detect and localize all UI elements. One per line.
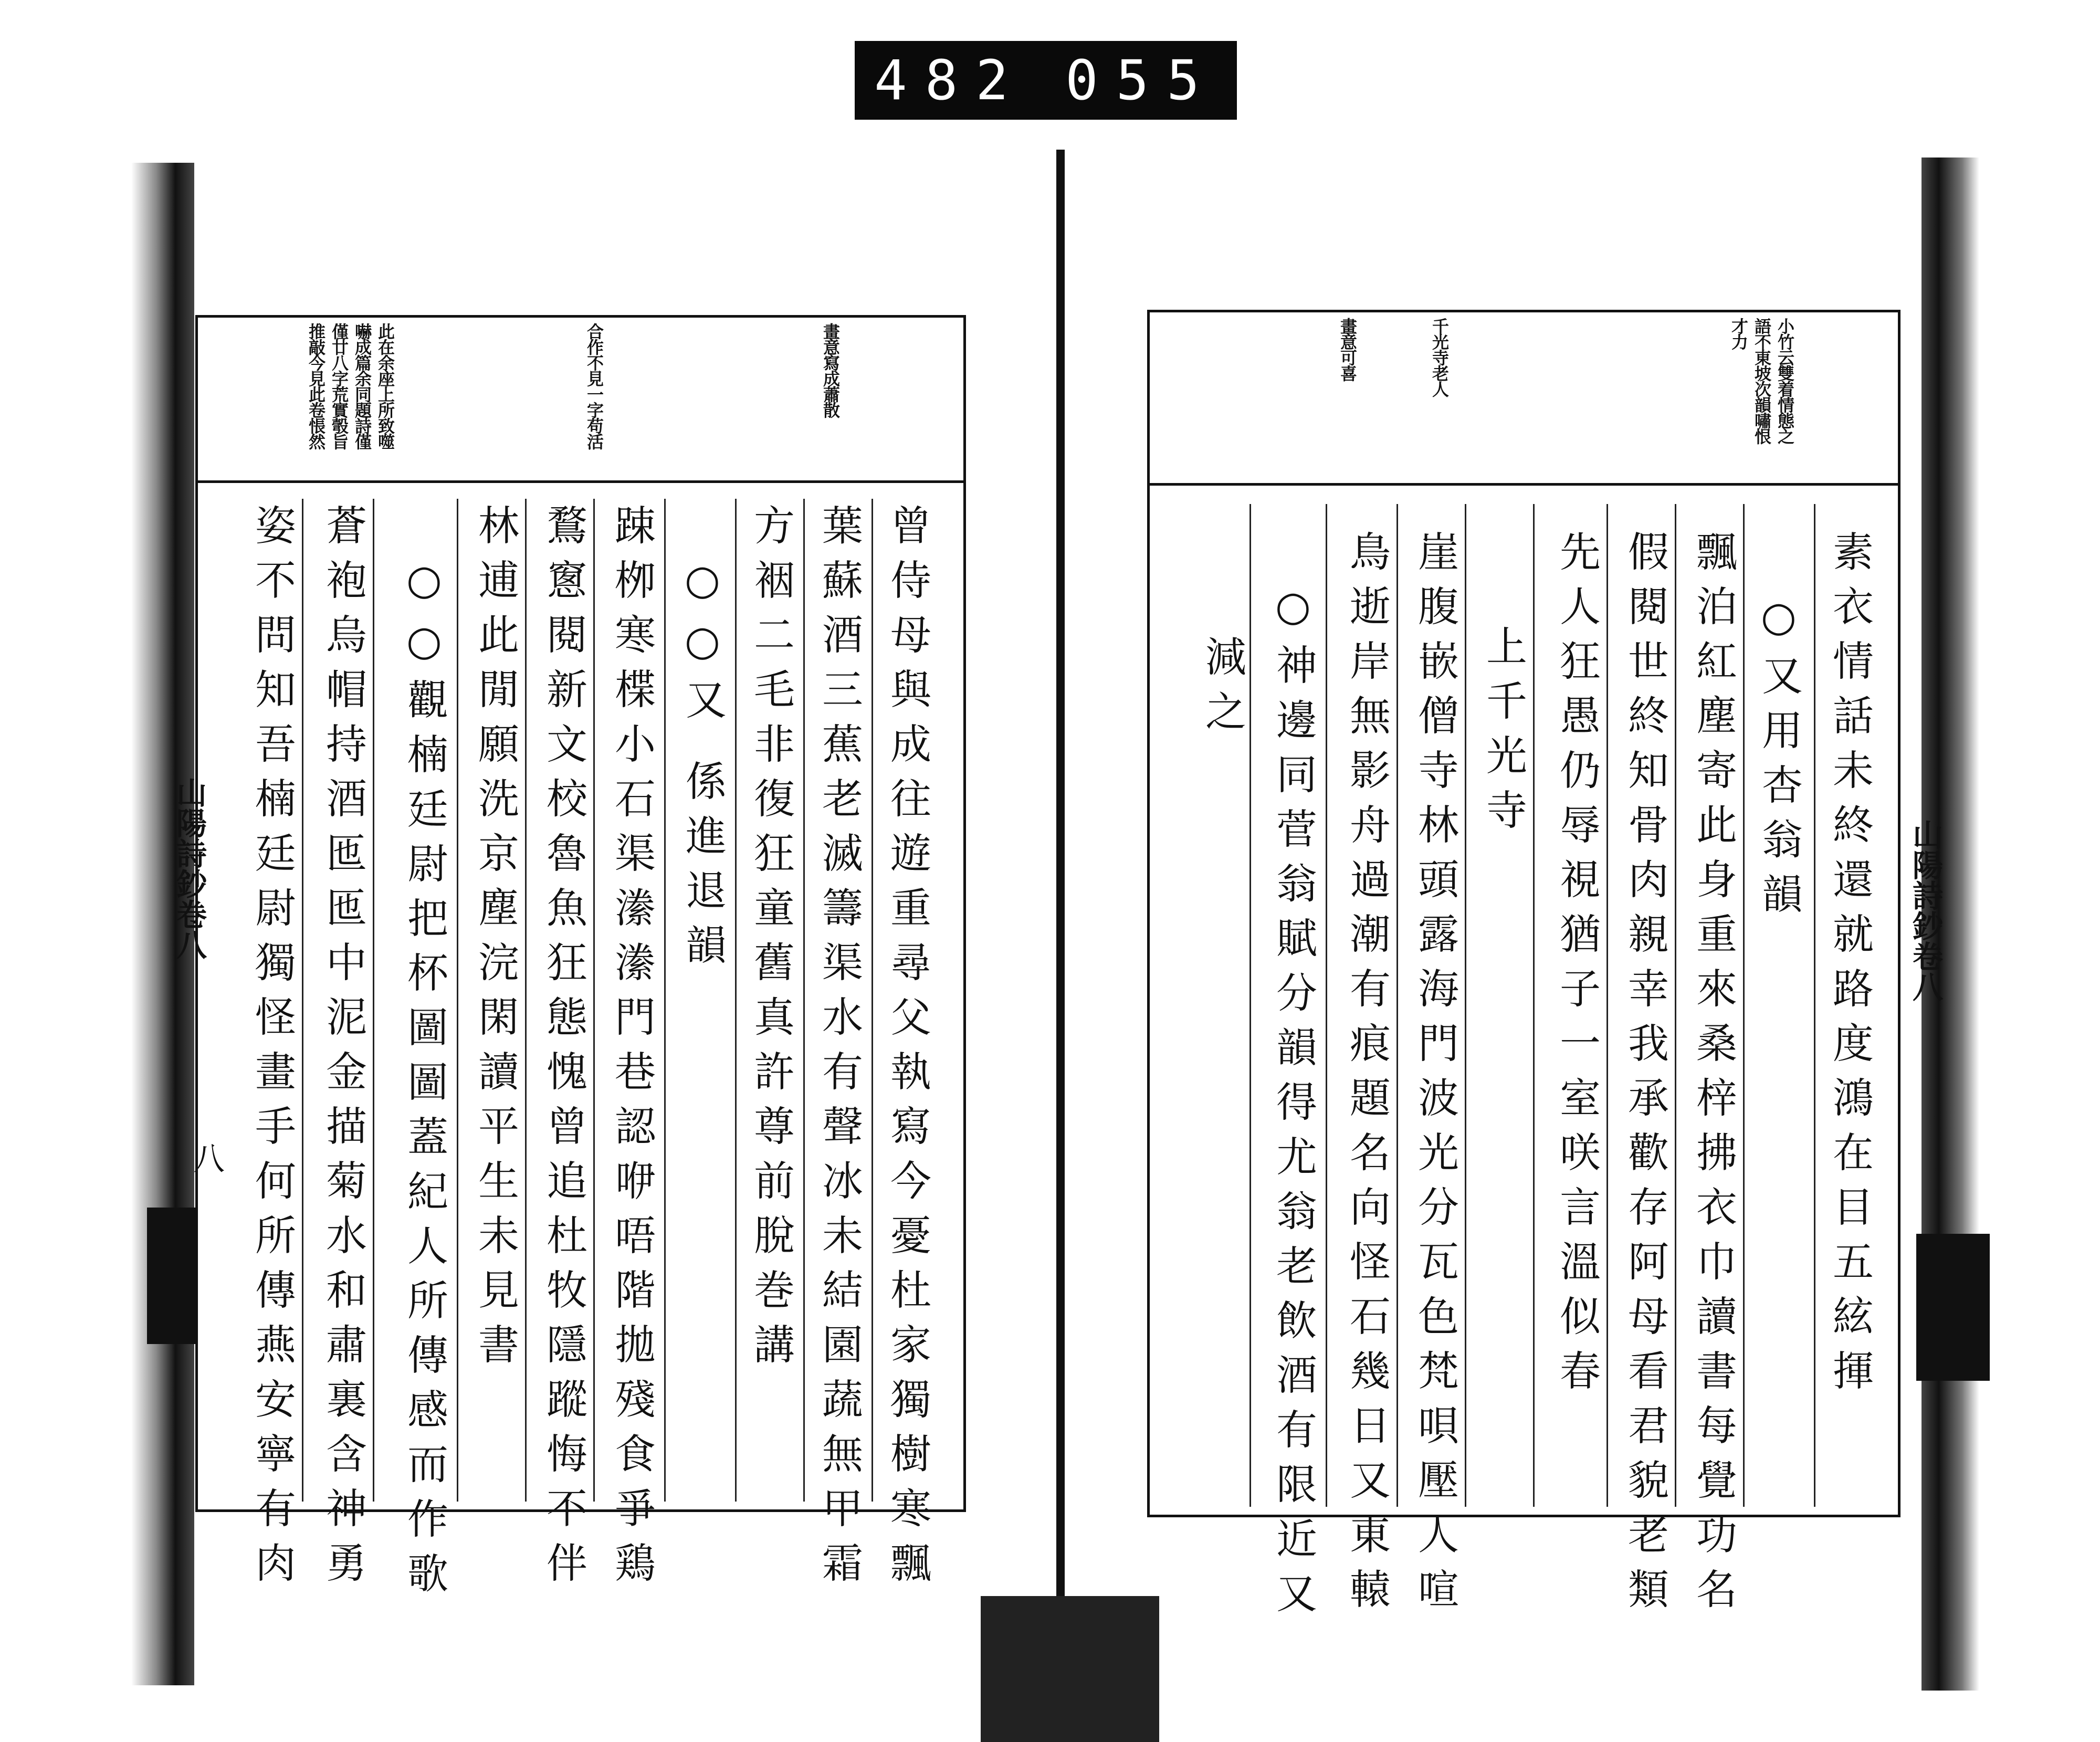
left-col-5: 踈栁寒楪小石渠潫潫門巷認咿唔階拋殘食爭鶏	[608, 504, 655, 1596]
right-rule-8	[1326, 504, 1327, 1507]
left-col-8: ○○觀楠廷尉把杯圖圖蓋紀人所傳感而作歌	[401, 557, 448, 1607]
fold-shadow-right	[1916, 1234, 1990, 1381]
left-head-note-2: 合作不見一字苟活	[584, 323, 604, 449]
left-rule-7	[457, 499, 458, 1502]
left-col-1: 曾侍母與成往遊重尋父執寫今憂杜家獨樹寒飄	[884, 504, 931, 1596]
right-head-note-2: 千光寺老人	[1430, 318, 1450, 396]
right-head-note-3: 畫意可喜	[1338, 318, 1358, 381]
left-col-2: 葉蘇酒三蕉老滅籌渠水有聲冰未結園蔬無甲霜	[815, 504, 863, 1596]
right-margin-title: 山陽詩鈔卷八	[1907, 819, 1943, 1002]
right-col-9: ○神邊同菅翁賦分韻得尤翁老飲酒有限近又	[1269, 583, 1317, 1626]
left-col-4: ○○又 係進退韻	[679, 557, 726, 978]
right-col-3: 飄泊紅塵寄此身重來桑梓拂衣巾讀書每覺功名	[1689, 530, 1737, 1622]
left-rule-3	[735, 499, 737, 1502]
left-col-3: 方裀二毛非復狂童舊真許尊前脫巻講	[747, 504, 794, 1378]
right-rule-1	[1814, 504, 1815, 1507]
left-rule-2	[803, 499, 805, 1502]
left-rule-4	[664, 499, 666, 1502]
left-col-9: 蒼袍烏帽持酒匜匜中泥金描菊水和肅裏含神勇	[319, 504, 366, 1596]
right-col-8: 鳥逝岸無影舟過潮有痕題名向怪石幾日又東轅	[1343, 530, 1390, 1622]
right-col-4: 假閱世終知骨肉親幸我承歡存阿母看君貌老類	[1621, 530, 1668, 1622]
right-col-2: ○又用杏翁韻	[1755, 593, 1802, 927]
left-col-7: 林逋此閒願洗京塵浣閑讀平生未見書	[471, 504, 519, 1378]
right-head-note-1: 小竹云雙着情態之 語不東坡次韻嘯恨 才力	[1729, 318, 1795, 444]
right-col-10: 減之	[1199, 635, 1246, 744]
left-margin-title: 山陽詩鈔卷八	[171, 777, 207, 960]
catalog-number-left: 482	[874, 48, 1026, 112]
book-gutter	[1056, 150, 1065, 1733]
left-head-note-3: 畫意寫成蕭散	[821, 323, 841, 417]
left-col-6: 鶩窻閱新文校魯魚狂態愧曾追杜牧隱蹤悔不伴	[540, 504, 587, 1596]
left-page-number: 八	[193, 1141, 225, 1178]
right-col-6: 上千光寺	[1479, 625, 1527, 843]
catalog-number-right: 055	[1065, 48, 1217, 112]
right-col-7: 崖腹嵌僧寺林頭露海門波光分瓦色梵唄壓人喧	[1411, 530, 1458, 1622]
binding-tab	[981, 1596, 1159, 1742]
right-col-1: 素衣情話未終還就路度鴻在目五絃揮	[1826, 530, 1873, 1404]
left-rule-1	[872, 499, 873, 1502]
catalog-number-label	[855, 41, 1237, 120]
right-col-5: 先人狂愚仍辱視猶子一室咲言溫似春	[1553, 530, 1600, 1404]
left-head-note-1: 此在余座上所致噬 嚇成篇余同題詩僅 僅廿八字荒實彀旨 推敲今見此卷悵然	[306, 323, 395, 449]
left-col-10: 姿不問知吾楠廷尉獨怪畫手何所傳燕安寧有肉	[248, 504, 296, 1596]
